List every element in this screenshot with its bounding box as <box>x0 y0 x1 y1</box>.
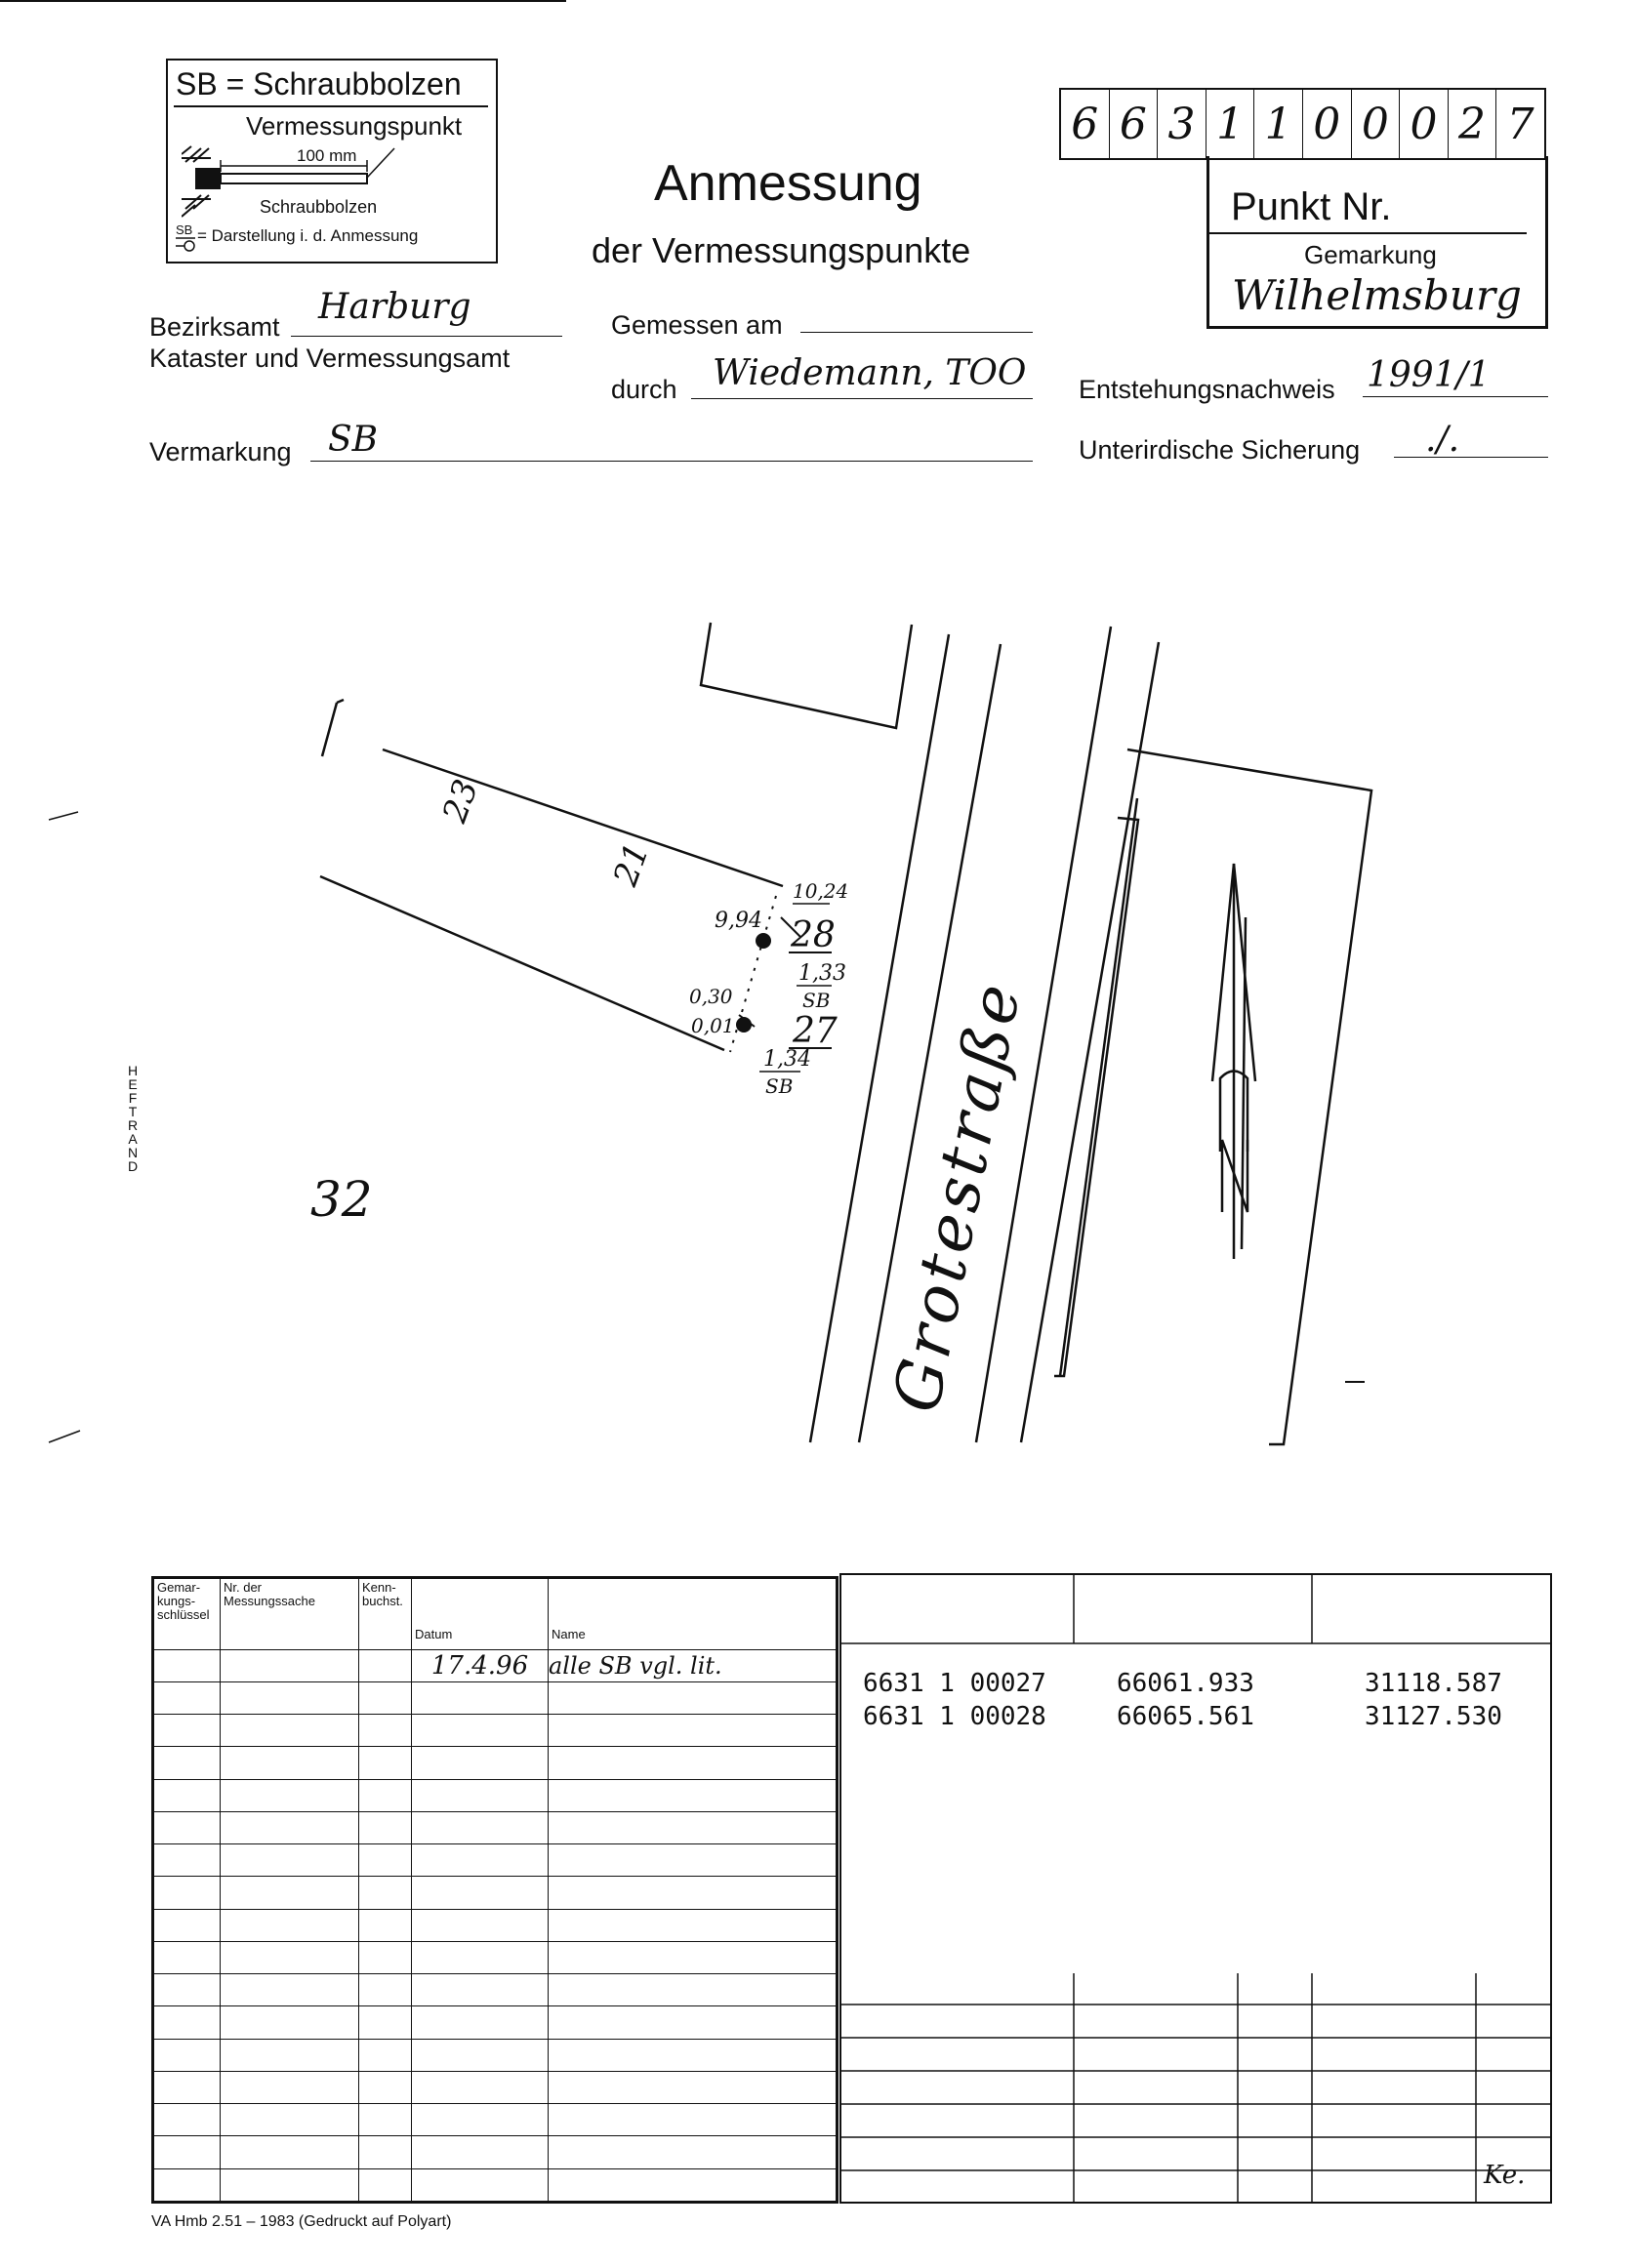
datum-cell: 17.4.96 <box>412 1649 549 1681</box>
digit-cell: 2 <box>1449 90 1497 158</box>
table-row <box>154 1877 837 1909</box>
heftrand-letter: D <box>127 1158 139 1174</box>
form-footer: VA Hmb 2.51 – 1983 (Gedruckt auf Polyart) <box>151 2213 452 2230</box>
survey-point-28 <box>756 933 771 949</box>
sb-symbol-icon <box>174 221 199 254</box>
page-title: Anmessung <box>654 155 922 212</box>
digit-cell: 3 <box>1158 90 1207 158</box>
kataster-label: Kataster und Vermessungsamt <box>149 344 511 373</box>
street-name-label: Grotestraße <box>879 974 1037 1419</box>
building-outline <box>701 623 912 728</box>
parcel-21-label: 21 <box>605 837 658 892</box>
history-table <box>151 1576 838 2204</box>
point-28-distance: 1,33 <box>798 961 846 986</box>
parcel-32-label: 32 <box>310 1171 373 1228</box>
legend-symbol-note: = Darstellung i. d. Anmessung <box>197 226 419 245</box>
entstehung-label: Entstehungsnachweis <box>1079 375 1335 404</box>
table-row <box>154 1681 837 1714</box>
digit-cell: 6 <box>1061 90 1110 158</box>
table-row <box>154 2071 837 2103</box>
coord-y: 31127.530 <box>1365 1702 1502 1731</box>
digit-cell: 6 <box>1110 90 1159 158</box>
heftrand-letter: H <box>127 1063 139 1078</box>
coord-x: 66061.933 <box>1117 1669 1254 1698</box>
table-row <box>154 1715 837 1747</box>
legend-length: 100 mm <box>297 146 357 165</box>
point-28-type: SB <box>802 989 831 1012</box>
table-row <box>154 1844 837 1877</box>
measure-030: 0,30 <box>689 985 733 1008</box>
digit-cell: 1 <box>1207 90 1255 158</box>
heftrand-letter: N <box>127 1145 139 1160</box>
gemarkung-box <box>1208 232 1527 328</box>
durch-label: durch <box>611 375 677 404</box>
legend-bolt-label: Schraubbolzen <box>260 197 378 217</box>
bezirksamt-label: Bezirksamt <box>149 312 280 342</box>
legend-box <box>166 59 498 263</box>
table-row <box>154 1974 837 2006</box>
table-row <box>154 2006 837 2039</box>
parcel-line <box>320 876 724 1050</box>
survey-sketch <box>0 586 1636 1561</box>
point-27-distance: 1,34 <box>763 1047 811 1072</box>
measure-001: 0,01 <box>691 1014 735 1037</box>
bezirksamt-line <box>291 334 562 337</box>
table-row <box>154 2039 837 2071</box>
vermarkung-value: SB <box>328 420 379 460</box>
header-gemarkungsschluessel: Gemar-kungs-schlüssel <box>154 1579 221 1650</box>
entstehung-value: 1991/1 <box>1367 355 1491 395</box>
table-row <box>154 2104 837 2136</box>
heftrand-letter: F <box>128 1090 138 1106</box>
heftrand-letter: A <box>128 1131 138 1147</box>
parcel-23-label: 23 <box>434 774 487 829</box>
sicherung-label: Unterirdische Sicherung <box>1079 435 1361 465</box>
header-name: Name <box>549 1579 837 1650</box>
gemessen-line <box>800 330 1033 333</box>
header-kennbuchst: Kenn-buchst. <box>359 1579 412 1650</box>
table-row <box>154 1779 837 1811</box>
legend-title: SB = Schraubbolzen <box>176 66 462 101</box>
vermarkung-label: Vermarkung <box>149 437 292 466</box>
parcel-line <box>337 700 344 703</box>
sicherung-value: ./. <box>1425 420 1460 460</box>
heftrand-letter: R <box>127 1117 139 1133</box>
measure-994: 9,94 <box>715 909 762 933</box>
durch-value: Wiedemann, TOO <box>713 353 1027 393</box>
name-cell: alle SB vgl. lit. <box>549 1649 837 1681</box>
digit-cell: 1 <box>1254 90 1303 158</box>
coord-x: 66065.561 <box>1117 1702 1254 1731</box>
sicherung-line <box>1394 455 1548 458</box>
gemarkung-label: Gemarkung <box>1304 240 1437 269</box>
table-row <box>154 1909 837 1941</box>
point-28-label: 28 <box>791 915 836 955</box>
point-27-label: 27 <box>793 1011 838 1051</box>
punkt-label: Punkt Nr. <box>1231 185 1392 228</box>
table-row <box>154 1649 837 1681</box>
vermarkung-line <box>310 459 1033 462</box>
digit-cell: 0 <box>1303 90 1352 158</box>
heftrand-letter: T <box>128 1104 138 1119</box>
building-line <box>1060 798 1137 1376</box>
digit-cell: 0 <box>1400 90 1449 158</box>
legend-title-underline <box>174 105 488 107</box>
survey-point-27 <box>736 1017 752 1033</box>
building-outline <box>1127 749 1371 1444</box>
durch-line <box>691 396 1033 399</box>
coordinate-table <box>839 1573 1552 2204</box>
digit-cell: 7 <box>1506 99 1534 149</box>
header-messungssache: Nr. der Messungssache <box>221 1579 359 1650</box>
coord-point: 6631 1 00028 <box>863 1702 1046 1731</box>
point-number-box <box>1059 88 1546 160</box>
header-datum: Datum <box>412 1579 549 1650</box>
table-row <box>154 1747 837 1779</box>
heftrand-letter: E <box>128 1076 138 1092</box>
table-row <box>154 2136 837 2168</box>
coord-point: 6631 1 00027 <box>863 1669 1046 1698</box>
table-row <box>154 2168 837 2201</box>
corner-mark: Ke. <box>1484 2161 1526 2190</box>
svg-text:SB: SB <box>176 223 193 237</box>
bezirksamt-value: Harburg <box>318 287 471 327</box>
parcel-line <box>322 703 337 756</box>
top-rule <box>0 0 566 2</box>
legend-subtitle: Vermessungspunkt <box>246 111 463 141</box>
point-27-type: SB <box>765 1074 794 1098</box>
gemessen-label: Gemessen am <box>611 310 783 340</box>
measure-1024: 10,24 <box>793 879 849 903</box>
coord-y: 31118.587 <box>1365 1669 1502 1698</box>
gemarkung-value: Wilhelmsburg <box>1232 271 1522 319</box>
page-subtitle: der Vermessungspunkte <box>592 230 971 270</box>
table-row <box>154 1811 837 1843</box>
table-row <box>154 1941 837 1973</box>
digit-cell: 0 <box>1352 90 1401 158</box>
